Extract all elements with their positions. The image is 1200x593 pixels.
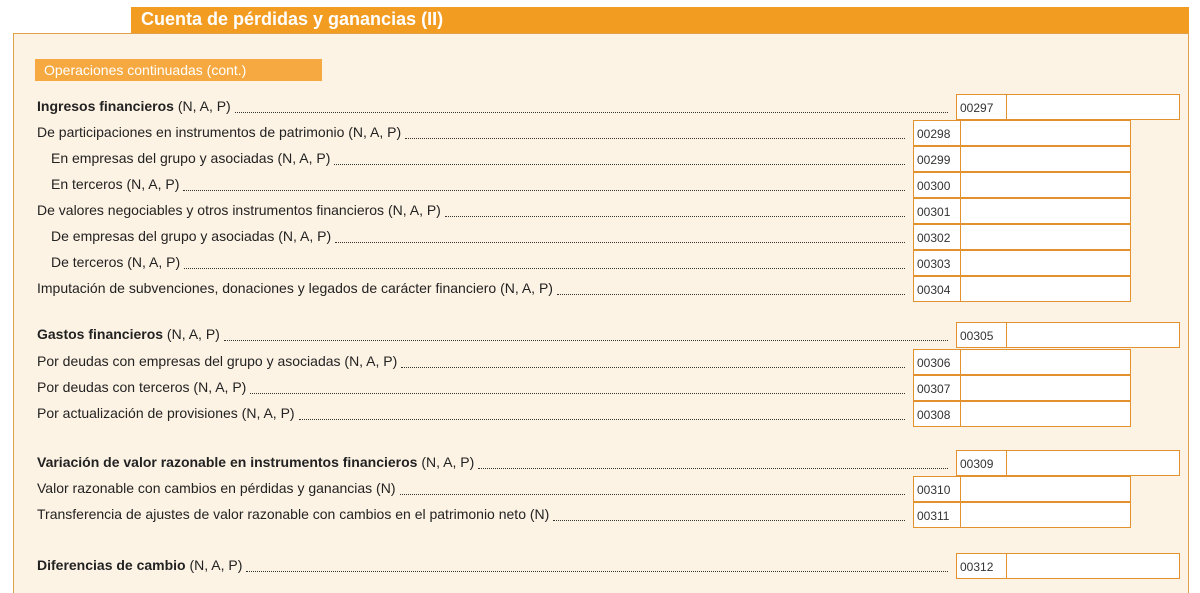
form-row [14, 476, 1190, 502]
amount-field[interactable] [913, 476, 1131, 502]
dot-leader [400, 494, 905, 495]
section-tab [35, 59, 322, 81]
form-row [14, 401, 1190, 427]
field-code: 00305 [960, 329, 994, 343]
row-label: De empresas del grupo y asociadas (N, A, P) [51, 228, 332, 244]
field-divider [1006, 95, 1007, 119]
amount-field[interactable] [956, 553, 1180, 579]
row-label-suffix: (N, A, P) [185, 557, 243, 573]
field-divider [1006, 451, 1007, 475]
dot-leader [445, 216, 905, 217]
amount-field[interactable] [913, 224, 1131, 250]
row-label-heading: Diferencias de cambio [37, 557, 186, 573]
row-label-suffix: (N, A, P) [173, 98, 231, 114]
amount-field[interactable] [913, 146, 1131, 172]
row-label-suffix: (N, A, P) [163, 326, 220, 342]
field-code: 00301 [917, 205, 951, 219]
row-label: Por deudas con empresas del grupo y asociadas (N, A, P) [37, 353, 398, 369]
dot-leader [224, 340, 948, 341]
row-label-heading: Variación de valor razonable en instrumentos financieros [37, 454, 418, 470]
field-divider [960, 225, 961, 249]
dot-leader [557, 294, 905, 295]
row-label: Imputación de subvenciones, donaciones y legados de carácter financiero (N, A, P) [37, 280, 553, 296]
form-row [14, 450, 1190, 476]
amount-field[interactable] [956, 94, 1180, 120]
field-code: 00312 [960, 560, 994, 574]
amount-field[interactable] [956, 450, 1180, 476]
row-label: En empresas del grupo y asociadas (N, A, P) [51, 150, 331, 166]
row-label: Por deudas con terceros (N, A, P) [37, 379, 247, 395]
field-divider [960, 147, 961, 171]
form-row [14, 172, 1190, 198]
field-divider [1006, 323, 1007, 347]
dot-leader [553, 520, 905, 521]
amount-field[interactable] [913, 349, 1131, 375]
row-label: Valor razonable con cambios en pérdidas y ganancias (N) [37, 480, 396, 496]
form-row [14, 502, 1190, 528]
field-divider [960, 251, 961, 275]
field-divider [960, 503, 961, 527]
amount-field[interactable] [956, 322, 1180, 348]
dot-leader [401, 367, 905, 368]
dot-leader [250, 393, 905, 394]
form-row [14, 349, 1190, 375]
field-code: 00298 [917, 127, 951, 141]
section-title: Operaciones continuadas (cont.) [44, 62, 247, 78]
field-code: 00308 [917, 408, 951, 422]
dot-leader [235, 112, 948, 113]
row-label: Transferencia de ajustes de valor razonable con cambios en el patrimonio neto (N) [37, 506, 550, 522]
amount-field[interactable] [913, 502, 1131, 528]
form-row [14, 375, 1190, 401]
field-divider [960, 376, 961, 400]
amount-field[interactable] [913, 401, 1131, 427]
dot-leader [334, 164, 905, 165]
field-code: 00309 [960, 457, 994, 471]
row-label-heading: Ingresos financieros [37, 98, 174, 114]
row-label [37, 557, 242, 573]
field-code: 00310 [917, 483, 951, 497]
field-divider [960, 121, 961, 145]
dot-leader [246, 571, 948, 572]
field-divider [1006, 554, 1007, 578]
row-label: De terceros (N, A, P) [51, 254, 181, 270]
field-code: 00307 [917, 382, 951, 396]
form-panel [13, 33, 1189, 593]
field-divider [960, 402, 961, 426]
amount-field[interactable] [913, 375, 1131, 401]
dot-leader [299, 419, 905, 420]
field-code: 00297 [960, 101, 994, 115]
row-label: De participaciones en instrumentos de patrimonio (N, A, P) [37, 124, 402, 140]
field-divider [960, 277, 961, 301]
page-title: Cuenta de pérdidas y ganancias (II) [141, 9, 444, 29]
form-row [14, 120, 1190, 146]
form-row [14, 94, 1190, 120]
row-label: De valores negociables y otros instrumentos financieros (N, A, P) [37, 202, 441, 218]
field-code: 00306 [917, 356, 951, 370]
field-code: 00303 [917, 257, 951, 271]
field-code: 00299 [917, 153, 951, 167]
dot-leader [478, 468, 948, 469]
form-row [14, 250, 1190, 276]
row-label: En terceros (N, A, P) [51, 176, 180, 192]
field-divider [960, 199, 961, 223]
field-code: 00311 [917, 509, 950, 523]
dot-leader [183, 190, 905, 191]
header-bar [131, 7, 1189, 33]
amount-field[interactable] [913, 172, 1131, 198]
form-row [14, 198, 1190, 224]
form-row [14, 146, 1190, 172]
field-code: 00300 [917, 179, 951, 193]
field-divider [960, 477, 961, 501]
row-label [37, 454, 474, 470]
form-row [14, 224, 1190, 250]
amount-field[interactable] [913, 276, 1131, 302]
row-label [37, 326, 220, 342]
field-code: 00302 [917, 231, 951, 245]
amount-field[interactable] [913, 250, 1131, 276]
row-label: Por actualización de provisiones (N, A, P) [37, 405, 295, 421]
form-row [14, 276, 1190, 302]
field-code: 00304 [917, 283, 951, 297]
field-divider [960, 350, 961, 374]
dot-leader [184, 268, 905, 269]
field-divider [960, 173, 961, 197]
form-row [14, 553, 1190, 579]
row-label [37, 98, 231, 114]
form-row [14, 322, 1190, 348]
dot-leader [335, 242, 905, 243]
amount-field[interactable] [913, 198, 1131, 224]
dot-leader [405, 138, 905, 139]
amount-field[interactable] [913, 120, 1131, 146]
row-label-heading: Gastos financieros [37, 326, 164, 342]
row-label-suffix: (N, A, P) [417, 454, 475, 470]
